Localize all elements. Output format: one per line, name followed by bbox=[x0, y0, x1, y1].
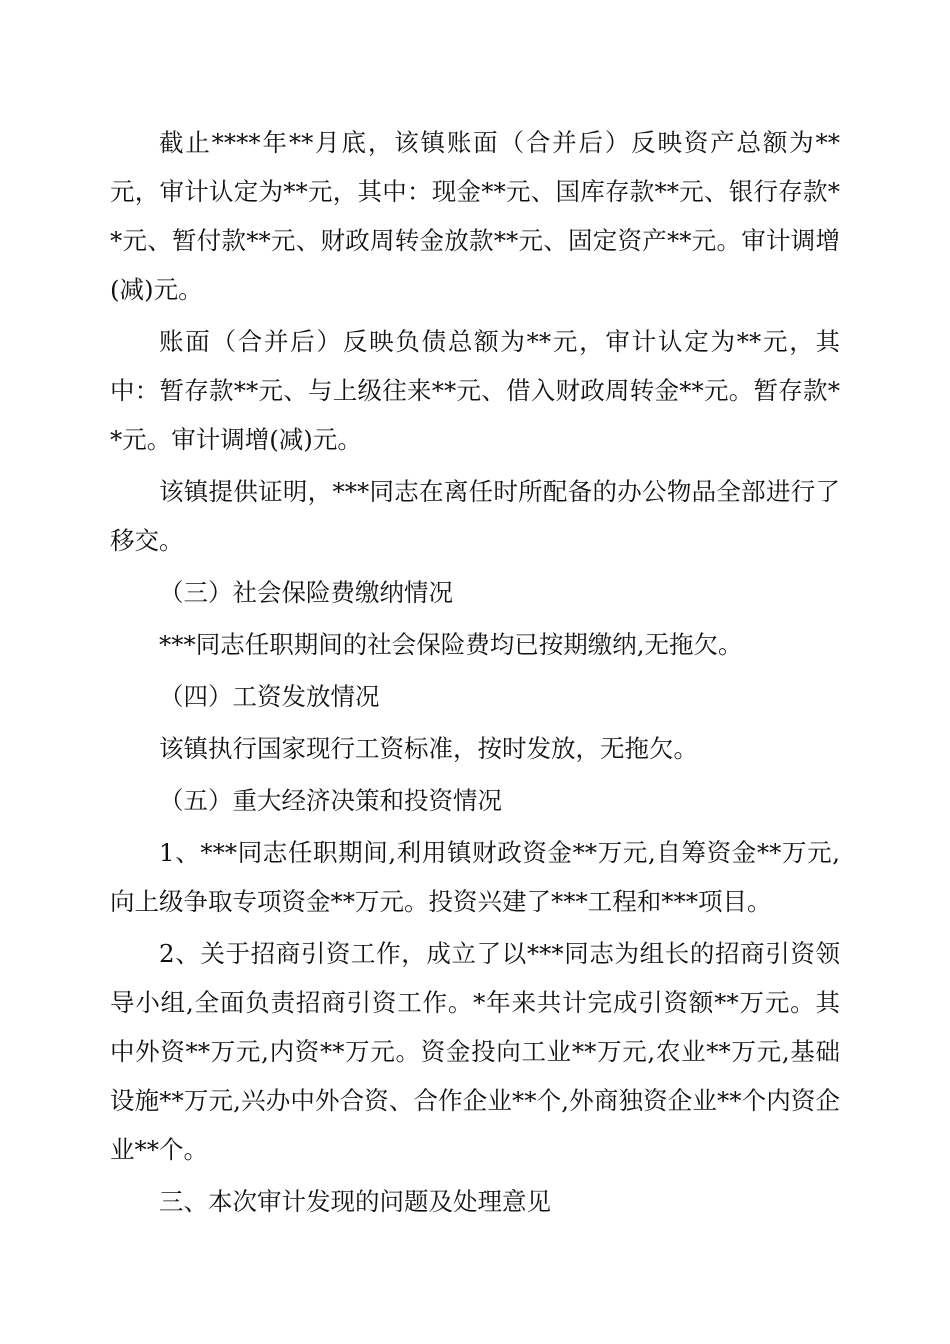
section-three-title: 三、本次审计发现的问题及处理意见 bbox=[159, 1187, 551, 1216]
office-items-paragraph: 该镇提供证明，***同志在离任时所配备的办公物品全部进行了移交。 bbox=[110, 477, 840, 555]
wages-heading: （四）工资发放情况 bbox=[159, 682, 380, 711]
investment-heading: （五）重大经济决策和投资情况 bbox=[159, 786, 502, 815]
assets-paragraph: 截止****年**月底，该镇账面（合并后）反映资产总额为**元，审计认定为**元，其中：现金**元、国库存款**元、银行存款**元、暂付款**元、财政周转金放款**元、固定资产**元。审计调增(减)元。 bbox=[110, 128, 840, 304]
investment-item-1: 1、***同志任职期间,利用镇财政资金**万元,自筹资金**万元,向上级争取专项资金**万元。投资兴建了***工程和***项目。 bbox=[110, 838, 840, 916]
document-body bbox=[110, 118, 840, 1229]
social-insurance-text: ***同志任职期间的社会保险费均已按期缴纳,无拖欠。 bbox=[159, 630, 743, 659]
wages-text: 该镇执行国家现行工资标准，按时发放，无拖欠。 bbox=[159, 734, 698, 763]
investment-item-2: 2、关于招商引资工作，成立了以***同志为组长的招商引资领导小组,全面负责招商引资工作。*年来共计完成引资额**万元。其中外资**万元,内资**万元。资金投向工业**万元,农业**万元,基础设施**万元,兴办中外合资、合作企业**个,外商独资企业**个内资企业**个。 bbox=[110, 939, 840, 1164]
liabilities-paragraph: 账面（合并后）反映负债总额为**元，审计认定为**元，其中：暂存款**元、与上级往来**元、借入财政周转金**元。暂存款**元。审计调增(减)元。 bbox=[110, 327, 840, 454]
social-insurance-heading: （三）社会保险费缴纳情况 bbox=[159, 578, 453, 607]
